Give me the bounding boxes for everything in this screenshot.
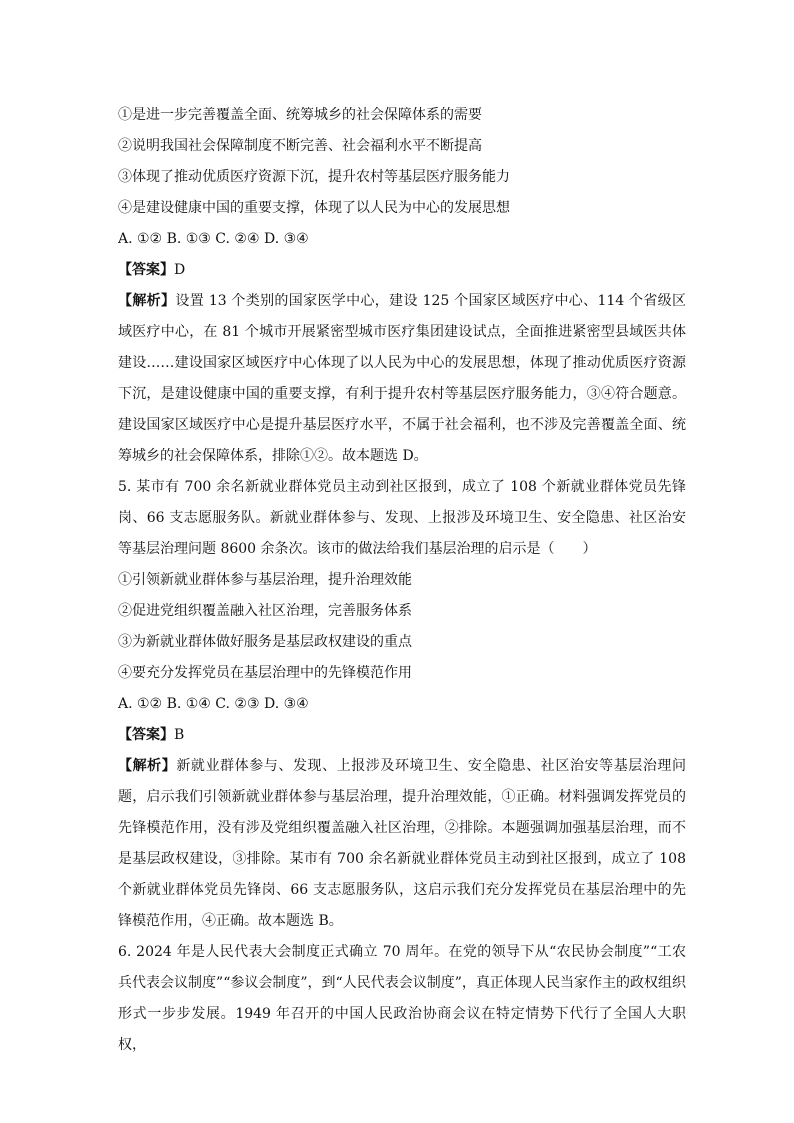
page-content [118,100,686,1061]
option-1: ①引领新就业群体参与基层治理，提升治理效能 [118,572,412,588]
question-6 [118,937,686,1061]
analysis-text: 新就业群体参与、发现、上报涉及环境卫生、安全隐患、社区治安等基层治理问题，启示我们引领新就业群体参与基层治理，提升治理效能，①正确。材料强调发挥党员的先锋模范作用，没有涉及党组织覆盖融入社区治理，②排除。本题强调加强基层治理，而不是基层政权建设，③排除。某市有 700 余名新就业群体党员主动到社区报到，成立了 108 个新就业群体党员先锋岗、66 支志愿服务队，这启示我们充分发挥党员在基层治理中的先锋模范作用，④正确。故本题选 B。 [118,758,687,929]
option-2: ②说明我国社会保障制度不断完善、社会福利水平不断提高 [118,138,482,154]
analysis-label: 【解析】 [118,758,177,774]
answer [118,255,686,286]
option-4: ④要充分发挥党员在基层治理中的先锋模范作用 [118,665,412,681]
answer-label: 【答案】 [118,262,174,278]
option-3: ③体现了推动优质医疗资源下沉，提升农村等基层医疗服务能力 [118,169,510,185]
question-stem: 5. 某市有 700 余名新就业群体党员主动到社区报到，成立了 108 个新就业群体党员先锋岗、66 支志愿服务队。新就业群体参与、发现、上报涉及环境卫生、安全隐患、社区治安等基层治理问题 8600 余条次。该市的做法给我们基层治理的启示是（ ） [118,479,686,557]
analysis-label: 【解析】 [118,293,176,309]
option-4: ④是建设健康中国的重要支撑，体现了以人民为中心的发展思想 [118,200,510,216]
answer-choices: A. ①② B. ①③ C. ②④ D. ③④ [118,231,309,247]
analysis [118,286,686,472]
answer-value: D [174,262,186,278]
option-2: ②促进党组织覆盖融入社区治理，完善服务体系 [118,603,412,619]
analysis [118,751,686,937]
answer-label: 【答案】 [118,727,174,743]
question-4 [118,100,686,472]
question-stem: 6. 2024 年是人民代表大会制度正式确立 70 周年。在党的领导下从“农民协会制度”“工农兵代表会议制度”“参议会制度”，到“人民代表会议制度”，真正体现人民当家作主的政权组织形式一步步发展。1949 年召开的中国人民政治协商会议在特定情势下代行了全国人大职权， [118,944,686,1053]
option-1: ①是进一步完善覆盖全面、统筹城乡的社会保障体系的需要 [118,107,482,123]
analysis-text: 设置 13 个类别的国家医学中心，建设 125 个国家区域医疗中心、114 个省级区域医疗中心，在 81 个城市开展紧密型城市医疗集团建设试点，全面推进紧密型县域医共体建设……建设国家区域医疗中心体现了以人民为中心的发展思想，体现了推动优质医疗资源下沉，是建设健康中国的重要支撑，有利于提升农村等基层医疗服务能力，③④符合题意。建设国家区域医疗中心是提升基层医疗水平，不属于社会福利，也不涉及完善覆盖全面、统筹城乡的社会保障体系，排除①②。故本题选 D。 [118,293,687,464]
answer-value: B [174,727,185,743]
option-3: ③为新就业群体做好服务是基层政权建设的重点 [118,634,412,650]
question-5 [118,472,686,937]
answer [118,720,686,751]
answer-choices: A. ①② B. ①④ C. ②③ D. ③④ [118,696,309,712]
